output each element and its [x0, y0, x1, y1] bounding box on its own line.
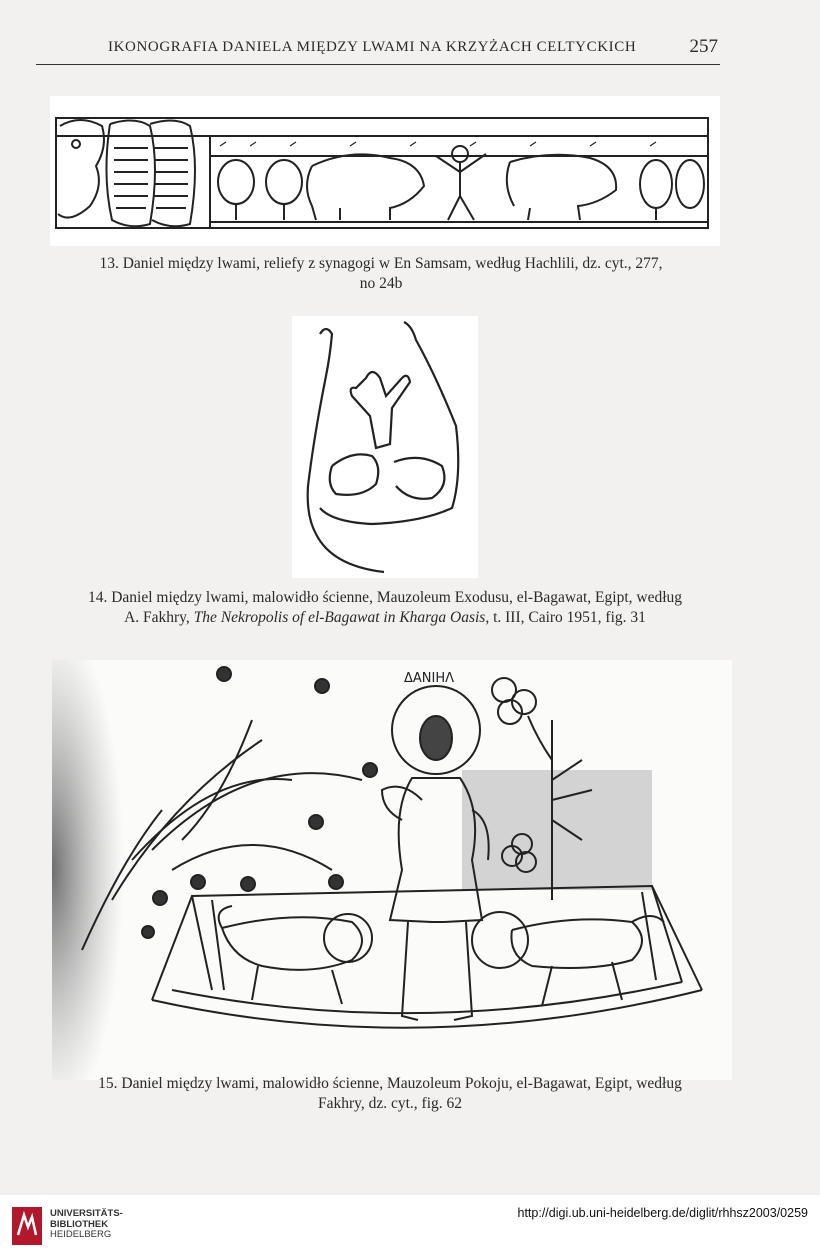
caption-15-line2: Fakhry, dz. cyt., fig. 62 [317, 1095, 463, 1112]
caption-14-title: The Nekropolis of el-Bagawat in Kharga Oasis [193, 609, 486, 626]
source-url-link[interactable]: http://digi.ub.uni-heidelberg.de/diglit/rhhsz2003/0259 [517, 1206, 808, 1220]
painting-sketch [292, 316, 478, 578]
library-name [50, 1209, 123, 1241]
caption-14-line2 [40, 608, 730, 628]
figure-13-relief [50, 96, 720, 246]
page-number: 257 [689, 36, 718, 57]
library-line3: HEIDELBERG [50, 1229, 112, 1240]
caption-15-line1: 15. Daniel między lwami, malowidło ścienne, Mauzoleum Pokoju, el-Bagawat, Egipt, według [98, 1075, 682, 1092]
figure-14-painting [292, 316, 478, 578]
digitization-footer [0, 1195, 820, 1256]
caption-14-pre: A. Fakhry, [124, 609, 194, 626]
caption-14-line1: 14. Daniel między lwami, malowidło ścienne, Mauzoleum Exodusu, el-Bagawat, Egipt, według [87, 589, 683, 606]
figure-15-painting [52, 660, 732, 1080]
running-title: IKONOGRAFIA DANIELA MIĘDZY LWAMI NA KRZYŻACH CELTYCKICH [108, 39, 637, 55]
running-header [36, 36, 720, 65]
figure-14-caption [40, 588, 730, 628]
relief-drawing [50, 96, 720, 246]
figure-15-caption [40, 1074, 740, 1114]
painting-drawing [52, 660, 732, 1080]
library-line2: BIBLIOTHEK [50, 1218, 109, 1230]
heidelberg-library-logo-icon [10, 1205, 44, 1247]
figure-13-caption [36, 254, 726, 294]
caption-13-line1: 13. Daniel między lwami, reliefy z synagogi w En Samsam, według Hachlili, dz. cyt., 277, [99, 255, 663, 272]
caption-14-post: , t. III, Cairo 1951, fig. 31 [485, 609, 646, 626]
caption-13-line2: no 24b [359, 275, 403, 292]
library-line1: UNIVERSITÄTS- [50, 1208, 123, 1219]
daniel-inscription: ΔΑΝΙΗΛ [404, 671, 455, 686]
